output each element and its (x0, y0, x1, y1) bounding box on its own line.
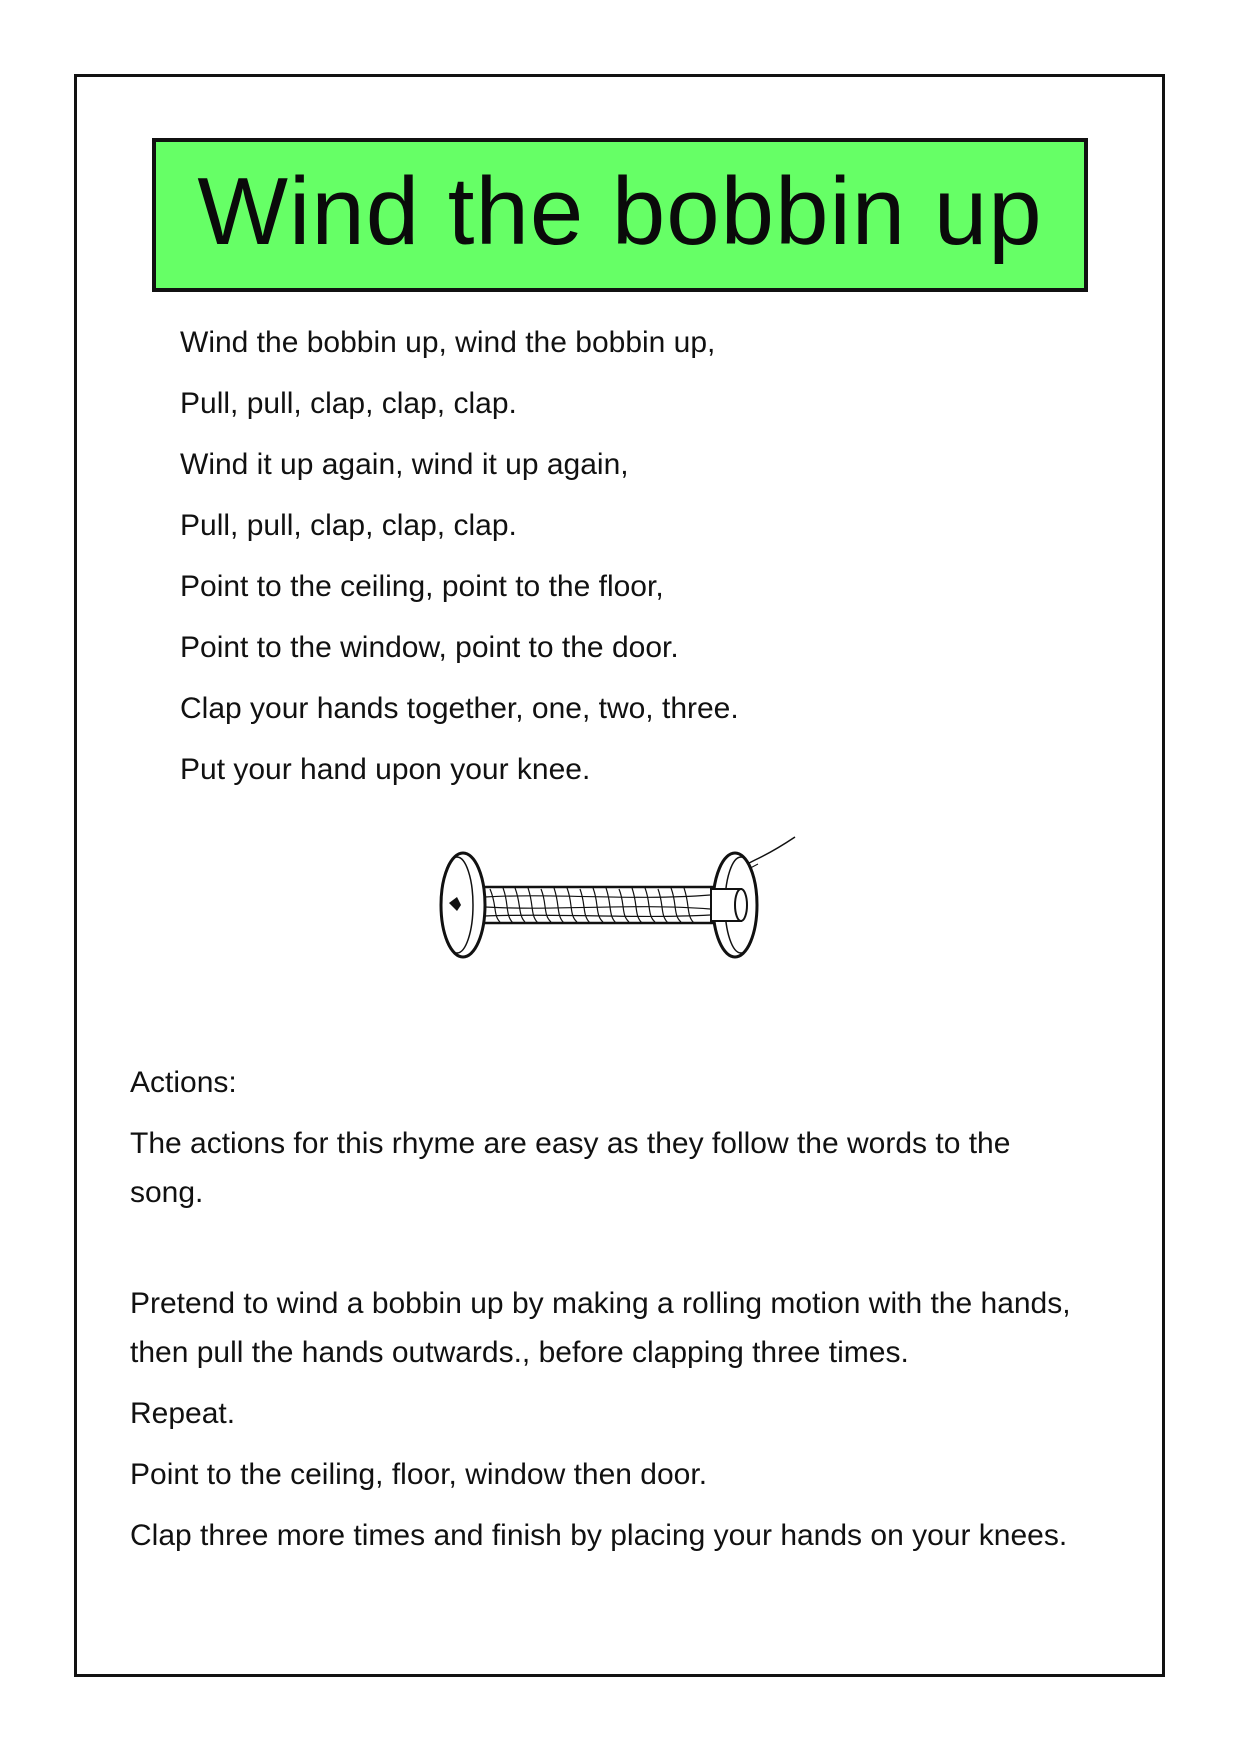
rhyme-line: Pull, pull, clap, clap, clap. (180, 387, 517, 420)
action-step: Repeat. (130, 1397, 236, 1430)
rhyme-line: Pull, pull, clap, clap, clap. (180, 509, 517, 542)
action-step: Point to the ceiling, floor, window then door. (130, 1458, 708, 1491)
rhyme-line: Put your hand upon your knee. (180, 753, 591, 786)
action-step: Pretend to wind a bobbin up by making a rolling motion with the hands, then pull the hands outwards., before clapping three times. (130, 1287, 1071, 1369)
rhyme-line: Wind it up again, wind it up again, (180, 448, 629, 481)
page-title: Wind the bobbin up (197, 158, 1043, 265)
title-banner (152, 138, 1088, 292)
actions-intro: The actions for this rhyme are easy as they follow the words to the song. (130, 1127, 1011, 1209)
bobbin-icon (435, 825, 805, 975)
rhyme-line: Point to the ceiling, point to the floor, (180, 570, 664, 603)
rhyme-line: Point to the window, point to the door. (180, 631, 679, 664)
rhyme-verse (180, 312, 1060, 800)
actions-heading: Actions: (130, 1066, 237, 1099)
action-step: Clap three more times and finish by placing your hands on your knees. (130, 1519, 1068, 1552)
rhyme-line: Wind the bobbin up, wind the bobbin up, (180, 326, 716, 359)
actions-section (130, 1058, 1090, 1560)
rhyme-line: Clap your hands together, one, two, three. (180, 692, 739, 725)
